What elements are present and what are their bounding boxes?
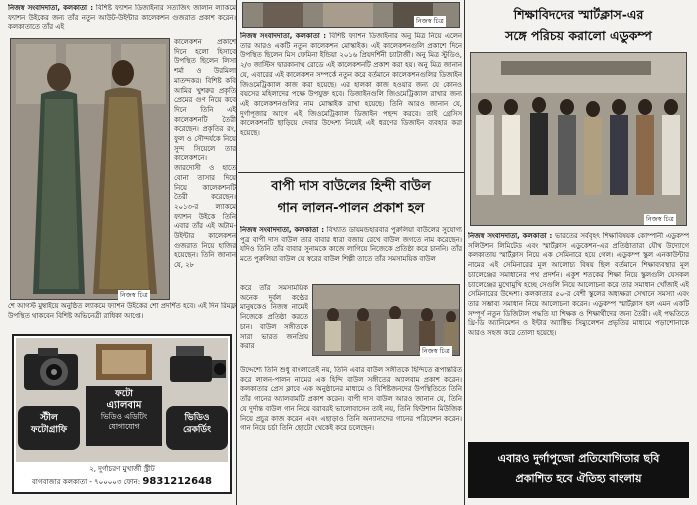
baul-dateline: নিজস্ব সংবাদদাতা, কলকাতা : xyxy=(240,226,325,234)
designer-text: বিশিষ্ট ফ্যাশন ডিজাইনার অনু মিত্র নিয়ে এলেন তার আরও একটি নতুন কালেকশন মোস্কাইক। এই কালেকশনগুলি প্রকাশে দিনে উপস্থিত ছিলেন মিস ফেমিনা ইন্ডিয়া ২০১৬ প্রিয়দর্শিনী চ্যাটার্জী। অনু মিত্র স্টুডিও, ২/৩ জাস্টিস দ্বারকানাথ রোডে এই কালেকশনটি প্রকাশ করা হয়। অনু মিত্র জানান যে, এবারের এই কালেকশন সম্পর্কে নতুন করে বর্তমানে কালেকশনগুলির ডিজাইন জিওমেট্রিক্যাল কাজ করা হয়েছে। এর হালকা কাজ হওয়ার জন্য যে কোনও বয়সের মহিলাদের পক্ষে উপযুক্ত হবে। ডিজাইনগুলি জিওমেট্রিক্যাল রাখার জন্য এই কালেকশনগুলির নাম মোস্কাইক রাখা হয়েছে। তিনি আরও জানান যে, দুর্গাপূজার আগে এই জিওমেট্রিক্যাল ডিজাইন পছন্দ করবে। তাই গ্রেসিস কালেকশনটি ছাড়িয়ে দেবার উদ্দেশ্য নিয়েই এই ধরণের ডিজাইন ব্যবহার করা হয়েছে। xyxy=(240,32,462,138)
educomp-article xyxy=(468,232,689,438)
educomp-headline xyxy=(468,4,689,48)
column-divider-1 xyxy=(236,0,237,505)
ad-left-label-1: স্টীল xyxy=(40,413,58,423)
ad-right-label-1: ভিডিও xyxy=(184,413,210,423)
camera-icon xyxy=(20,342,82,394)
baul-headline-line-2: গান লালন-পালন প্রকাশ হল xyxy=(277,201,425,216)
column-fashion xyxy=(8,0,236,505)
durga-puja-banner xyxy=(468,442,689,498)
fashion-side-text: কালেকশন প্রকাশে দিনে হলো হিসাবে উপস্থিত ছিলেন লিসা শর্মা ও উরমিলা মাতন্দকর। বিশিষ্ট কবি আমির খুশরুর প্রকৃতি প্রেমের গুণ নিয়ে কবে দিনে তিনি এই কালেকশনটি তৈরী করেছেন। প্রকৃতির রং, ফুল ও সৌন্দর্যকে নিয়ে সুন্দ সিয়েলে তার কালেকশনে। জারদোসী ও হাতে বোনা তাসার দিয়ে নিয়ে কালেকশনটি তৈরী করেছেন। ২০১৩-র ল্যাকমে ফ্যাশন উইকে তিনি এবার তাঁর এই অটাম-উইন্টার কালেকশন গুজরাত নিয়ে হাজির হয়েছেন। তিনি জানান যে, ২৮ xyxy=(174,38,236,270)
column-divider-2 xyxy=(464,0,465,505)
educomp-headline-line-1: শিক্ষাবিদদের স্মার্টক্লাস-এর xyxy=(513,7,644,22)
designer-article xyxy=(240,32,462,168)
baul-article-top xyxy=(240,226,462,282)
column-middle xyxy=(238,0,464,505)
fashion-text-top: বিশিষ্ট ফ্যাশন ডিজাইনার সত্যজিৎ জালান ল্যাকমে ফ্যাশন উইকের জন্য তাঁর নতুন আউট-উইন্টার কালেকশন গুজরাত প্রকাশ করেন। কলকাতাতে তাঁর এই xyxy=(8,4,236,32)
ad-right-label-2: রেকর্ডিং xyxy=(183,425,211,435)
ad-left-label-2: ফটোগ্রাফি xyxy=(30,425,68,435)
ad-footer-text: বাগবাজার কলকাতা - ৭০০০০৩ ফোন: xyxy=(32,478,141,486)
ad-right-panel xyxy=(166,406,228,450)
album-icon xyxy=(92,340,156,384)
ad-center-sub-2: যোগাযোগ xyxy=(108,422,140,431)
educomp-group-image xyxy=(471,53,687,226)
baul-side-text: করে তাঁর সমসাময়িক অনেক দুর্বল কণ্ঠের মানুষকেও নিজস্ব নামেই নিজেকে প্রতিষ্ঠা করতে চান। বাউল সঙ্গীতকে সারা ভারত জনপ্রিয় করার xyxy=(240,284,308,351)
ad-center-title-2: এ্যালবাম xyxy=(106,400,142,411)
baul-text-top: বিখ্যাত ডায়মন্ডহারবার পুরুলিয়া বাউলের সুযোগ্য পুত্র বাপী দাস বাউল তার বাবার ধারা বজায় রেখে বাউল জগতে নাম করেছেন। যদিও তিনি তাঁর বাবার সুনামকে কাজে লাগিয়ে নিজেকে প্রতিষ্ঠা করে চাননি। তাঁর মতে পুরুলিয়া বাউল যে স্বরের বাউল শিল্পী তাতে তাঁর সমসাময়িক বাউল xyxy=(240,226,462,264)
ad-center-title-1: ফটো xyxy=(115,389,133,399)
baul-headline xyxy=(240,176,462,222)
baul-headline-line-1: বাপী দাস বাউলের হিন্দী বাউল xyxy=(271,179,431,194)
fashion-photo-caption: নিজস্ব চিত্র xyxy=(120,291,148,299)
educomp-dateline: নিজস্ব সংবাদদাতা, কলকাতা : xyxy=(468,232,553,240)
ad-center-sub-1: ভিডিও এডিটিং xyxy=(100,412,148,421)
column-educomp xyxy=(466,0,691,505)
ad-footer xyxy=(16,475,228,489)
ad-address: ২, দুর্গাচরণ মুখার্জী স্ট্রীট xyxy=(89,465,155,473)
ad-center-panel xyxy=(86,386,162,446)
designer-photo-caption: নিজস্ব চিত্র xyxy=(416,17,444,25)
fashion-models-image xyxy=(11,39,170,300)
video-camera-icon xyxy=(162,342,228,394)
baul-text-bottom: উদ্দেশ্যে তিনি শুধু বাংলাতেই নয়, তিনি এবার বাউল সঙ্গীতকে হিন্দিতে রূপান্তরিত করে লালন-পালন নামের এক হিন্দি বাউল সঙ্গীতের অ্যালবাম প্রকাশ করেন। কলকাতার প্রেস ক্লাবে এক অনুষ্ঠানের মাধ্যমে ও বিশিষ্টজনদের উপস্থিতিতে তিনি তাঁর গানের অ্যালবামটি প্রকাশ করেন। বাপী দাস বাউল আরও জানান যে, তিনি যে দুর্দান্ত বাউল গান নিয়ে বরাবরই ভালোবাসেন তাই নয়, তিনি ফিউশান মিউজিক নিয়ে প্রচুর কাজ করেন এবং এছাড়াও তিনি অন্যান্যদের গানের পরিবেশন করেন। গান নিয়ে চর্চা তিনি ছোটো থেকেই করে চলেছেন। xyxy=(240,366,462,433)
baul-photo-caption: নিজস্ব চিত্র xyxy=(422,347,450,355)
middle-divider xyxy=(238,172,464,173)
ad-phone: 9831212648 xyxy=(142,476,212,487)
fashion-photo xyxy=(10,38,170,300)
banner-line-1: এবারও দুর্গাপুজো প্রতিযোগিতার ছবি xyxy=(497,452,660,465)
fashion-bottom-text: শে আগস্ট মুম্বাইয়ে অনুষ্ঠিত ল্যাকমে ফ্যাশন উইকের শো প্রদর্শিত হবে। এই দিন রিমফ্ল উপস্থিত থাকবেন বিশিষ্ট অভিনেত্রী রাধিকা আপ্তে। xyxy=(8,302,236,320)
fashion-dateline: নিজস্ব সংবাদদাতা, কলকাতা : xyxy=(8,4,93,12)
designer-dateline: নিজস্ব সংবাদদাতা, কলকাতা : xyxy=(240,32,326,40)
educomp-text: ভারতের সর্ববৃহৎ শিক্ষাবিষয়ক কোম্পানী এডুকম্প সলিউশন লিমিটেড এবং স্মার্টক্লাস এডুকেশন-এর প্রতিষ্ঠাতারা যৌথ উদ্যোগে কলকাতায় স্মার্টক্লাস নিয়ে এক সেমিনারে হয়ে গেল। এডুকম্প স্কুল এনকাউন্টার নামের এই সেমিনারের মূল আলোচ্য বিষয় ছিল বর্তমানে শিক্ষাব্যবস্থার মূল চ্যালেঞ্জের সমাধানের পথ প্রদর্শন। একুশ শতকের শিক্ষা নিয়ে স্কুলগুলি যেসকল চ্যালেঞ্জের মুখোমুখি হচ্ছে সেগুলি নিয়ে আলোচনা করে তার সমাধান খোঁজাই এই সেমিনারের উদ্দেশ্য। কলকাতার ৫০-র বেশী স্কুলের অধ্যক্ষরা সেখানে সমস্যা এবং তার সম্ভাব্য সমাধান নিয়ে আলোচনা করেন। এডুকম্প স্মার্টক্লাস হল এমন একটি সম্পূর্ণ নতুন ডিজিটাল পদ্ধতি যা শিক্ষক ও শিক্ষার্থীদের জন্য তৈরী। এই পদ্ধতিতে থ্রি-ডি অ্যানিমেশন ও ইন্টার অ্যাক্টিভ সিম্যুলেশন প্রভৃতির মাধ্যমে পড়াশোনাকে আরও সহজ করে তোলা হয়েছে। xyxy=(468,232,689,338)
educomp-photo xyxy=(470,52,687,226)
banner-line-2: প্রকাশিত হবে ঐতিহ্য বাংলায় xyxy=(515,472,642,485)
educomp-headline-line-2: সঙ্গে পরিচয় করালো এডুকম্প xyxy=(505,28,652,43)
fashion-article-intro xyxy=(8,4,236,34)
educomp-photo-caption: নিজস্ব চিত্র xyxy=(646,215,674,223)
photo-studio-ad xyxy=(12,334,232,494)
ad-left-panel xyxy=(18,406,80,450)
